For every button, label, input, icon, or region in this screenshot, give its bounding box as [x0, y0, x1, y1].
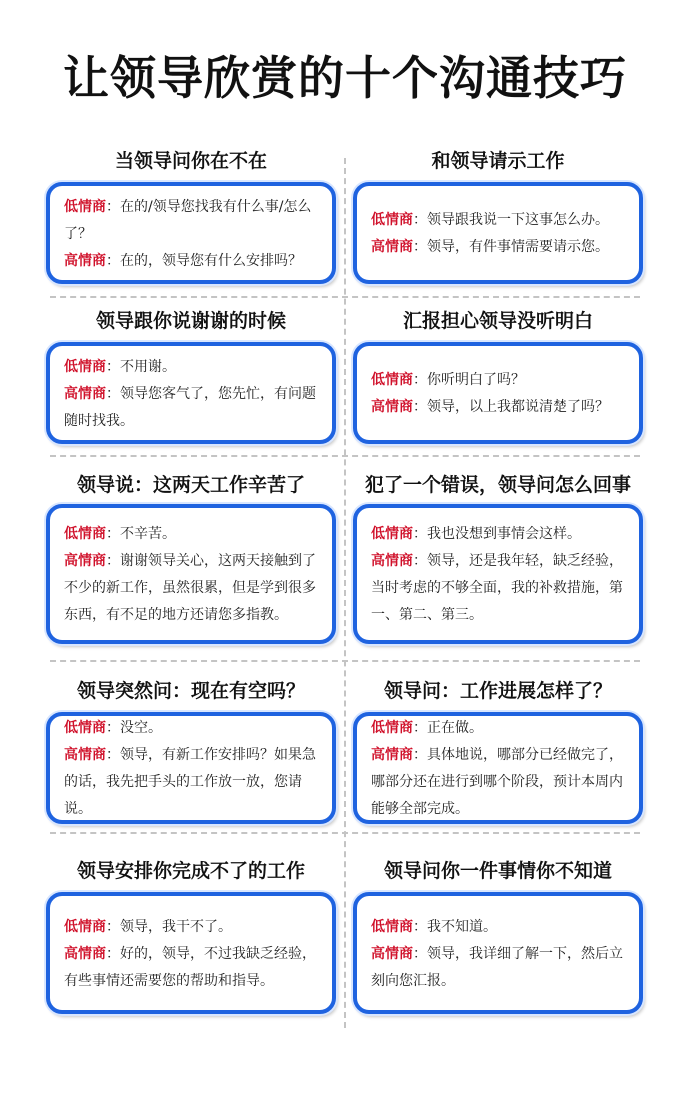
tip-section	[46, 470, 336, 652]
high-eq-label: 高情商	[64, 747, 106, 763]
section-heading: 领导问你一件事情你不知道	[383, 860, 612, 882]
row-divider	[50, 660, 640, 662]
section-heading: 和领导请示工作	[431, 150, 565, 172]
low-eq-line: 低情商：我也没想到事情会这样。	[371, 526, 581, 542]
tip-card	[353, 342, 643, 444]
low-eq-text: 没空。	[120, 720, 162, 736]
low-eq-label: 低情商	[371, 212, 413, 228]
high-eq-line: 高情商：谢谢领导关心，这两天接触到了不少的新工作，虽然很累，但是学到很多东西，有不足的地方还请您多指教。	[64, 553, 316, 623]
section-heading: 领导安排你完成不了的工作	[76, 860, 305, 882]
high-eq-text: 领导，有新工作安排吗？如果急的话，我先把手头的工作放一放，您请说。	[64, 747, 316, 817]
high-eq-text: 领导，还是我年轻，缺乏经验，当时考虑的不够全面，我的补救措施，第一、第二、第三。	[371, 553, 623, 623]
low-eq-line: 低情商：不用谢。	[64, 358, 176, 375]
page-title: 让领导欣赏的十个沟通技巧	[63, 51, 627, 105]
high-eq-line: 高情商：在的，领导您有什么安排吗？	[64, 252, 302, 269]
high-eq-text: 领导，有件事情需要请示您。	[427, 239, 609, 255]
low-eq-text: 我不知道。	[427, 918, 497, 935]
tip-section	[353, 676, 643, 826]
low-eq-text: 你听明白了吗？	[427, 372, 525, 388]
tip-card	[46, 892, 336, 1014]
section-heading: 犯了一个错误，领导问怎么回事	[364, 474, 631, 496]
high-eq-line: 高情商：领导，还是我年轻，缺乏经验，当时考虑的不够全面，我的补救措施，第一、第二、第三。	[371, 553, 623, 623]
high-eq-line: 高情商：领导，我详细了解一下，然后立刻向您汇报。	[371, 945, 623, 989]
high-eq-label: 高情商	[371, 399, 413, 415]
low-eq-line: 低情商：没空。	[64, 720, 162, 736]
section-heading: 领导说：这两天工作辛苦了	[76, 474, 305, 496]
tip-card	[353, 892, 643, 1014]
tip-section	[353, 856, 643, 1016]
section-heading: 汇报担心领导没听明白	[402, 310, 593, 332]
tip-card	[46, 342, 336, 444]
low-eq-label: 低情商	[64, 526, 106, 542]
low-eq-label: 低情商	[371, 372, 413, 388]
low-eq-label: 低情商	[64, 198, 106, 215]
low-eq-text: 领导，我干不了。	[120, 918, 232, 935]
tip-section	[46, 676, 336, 826]
row-divider	[50, 455, 640, 457]
tip-card	[46, 182, 336, 284]
low-eq-text: 正在做。	[427, 720, 483, 736]
high-eq-text: 领导，以上我都说清楚了吗？	[427, 399, 609, 415]
tip-card	[353, 504, 643, 644]
high-eq-label: 高情商	[371, 945, 413, 962]
tip-section	[46, 306, 336, 449]
high-eq-text: 在的，领导您有什么安排吗？	[120, 252, 302, 269]
high-eq-label: 高情商	[64, 945, 106, 962]
section-heading: 领导跟你说谢谢的时候	[95, 310, 286, 332]
high-eq-label: 高情商	[64, 553, 106, 569]
high-eq-line: 高情商：领导，以上我都说清楚了吗？	[371, 399, 609, 415]
low-eq-text: 不辛苦。	[120, 526, 176, 542]
low-eq-label: 低情商	[371, 526, 413, 542]
low-eq-text: 领导跟我说一下这事怎么办。	[427, 212, 609, 228]
section-heading: 领导问：工作进展怎样了？	[383, 680, 612, 702]
high-eq-text: 具体地说，哪部分已经做完了，哪部分还在进行到哪个阶段，预计本周内能够全部完成。	[371, 747, 623, 817]
low-eq-label: 低情商	[371, 720, 413, 736]
section-heading: 当领导问你在不在	[114, 150, 267, 172]
high-eq-line: 高情商：领导，有件事情需要请示您。	[371, 239, 609, 255]
high-eq-line: 高情商：好的，领导，不过我缺乏经验，有些事情还需要您的帮助和指导。	[64, 945, 316, 989]
high-eq-text: 好的，领导，不过我缺乏经验，有些事情还需要您的帮助和指导。	[64, 945, 316, 989]
tip-section	[353, 146, 643, 291]
tip-card	[46, 712, 336, 824]
high-eq-line: 高情商：领导您客气了，您先忙，有问题随时找我。	[64, 385, 316, 429]
high-eq-label: 高情商	[371, 747, 413, 763]
high-eq-text: 谢谢领导关心，这两天接触到了不少的新工作，虽然很累，但是学到很多东西，有不足的地方还请您多指教。	[64, 553, 316, 623]
low-eq-line: 低情商：在的/领导您找我有什么事/怎么了？	[64, 198, 312, 242]
high-eq-label: 高情商	[64, 385, 106, 402]
high-eq-label: 高情商	[371, 553, 413, 569]
low-eq-label: 低情商	[64, 918, 106, 935]
row-divider	[50, 296, 640, 298]
high-eq-label: 高情商	[64, 252, 106, 269]
high-eq-line: 高情商：领导，有新工作安排吗？如果急的话，我先把手头的工作放一放，您请说。	[64, 747, 316, 817]
low-eq-label: 低情商	[64, 358, 106, 375]
low-eq-label: 低情商	[64, 720, 106, 736]
high-eq-text: 领导，我详细了解一下，然后立刻向您汇报。	[371, 945, 623, 989]
tip-section	[353, 306, 643, 449]
low-eq-line: 低情商：正在做。	[371, 720, 483, 736]
low-eq-line: 低情商：领导，我干不了。	[64, 918, 232, 935]
low-eq-line: 低情商：你听明白了吗？	[371, 372, 525, 388]
low-eq-line: 低情商：不辛苦。	[64, 526, 176, 542]
low-eq-text: 在的/领导您找我有什么事/怎么了？	[64, 198, 312, 242]
column-divider	[344, 158, 346, 1028]
low-eq-line: 低情商：我不知道。	[371, 918, 497, 935]
section-heading: 领导突然问：现在有空吗？	[76, 680, 305, 702]
high-eq-line: 高情商：具体地说，哪部分已经做完了，哪部分还在进行到哪个阶段，预计本周内能够全部完成。	[371, 747, 623, 817]
high-eq-label: 高情商	[371, 239, 413, 255]
tip-card	[353, 182, 643, 284]
low-eq-line: 低情商：领导跟我说一下这事怎么办。	[371, 212, 609, 228]
tip-section	[353, 470, 643, 652]
low-eq-text: 我也没想到事情会这样。	[427, 526, 581, 542]
tip-card	[353, 712, 643, 824]
high-eq-text: 领导您客气了，您先忙，有问题随时找我。	[64, 385, 316, 429]
tip-section	[46, 146, 336, 291]
tip-section	[46, 856, 336, 1016]
tip-card	[46, 504, 336, 644]
row-divider	[50, 832, 640, 834]
low-eq-label: 低情商	[371, 918, 413, 935]
low-eq-text: 不用谢。	[120, 358, 176, 375]
